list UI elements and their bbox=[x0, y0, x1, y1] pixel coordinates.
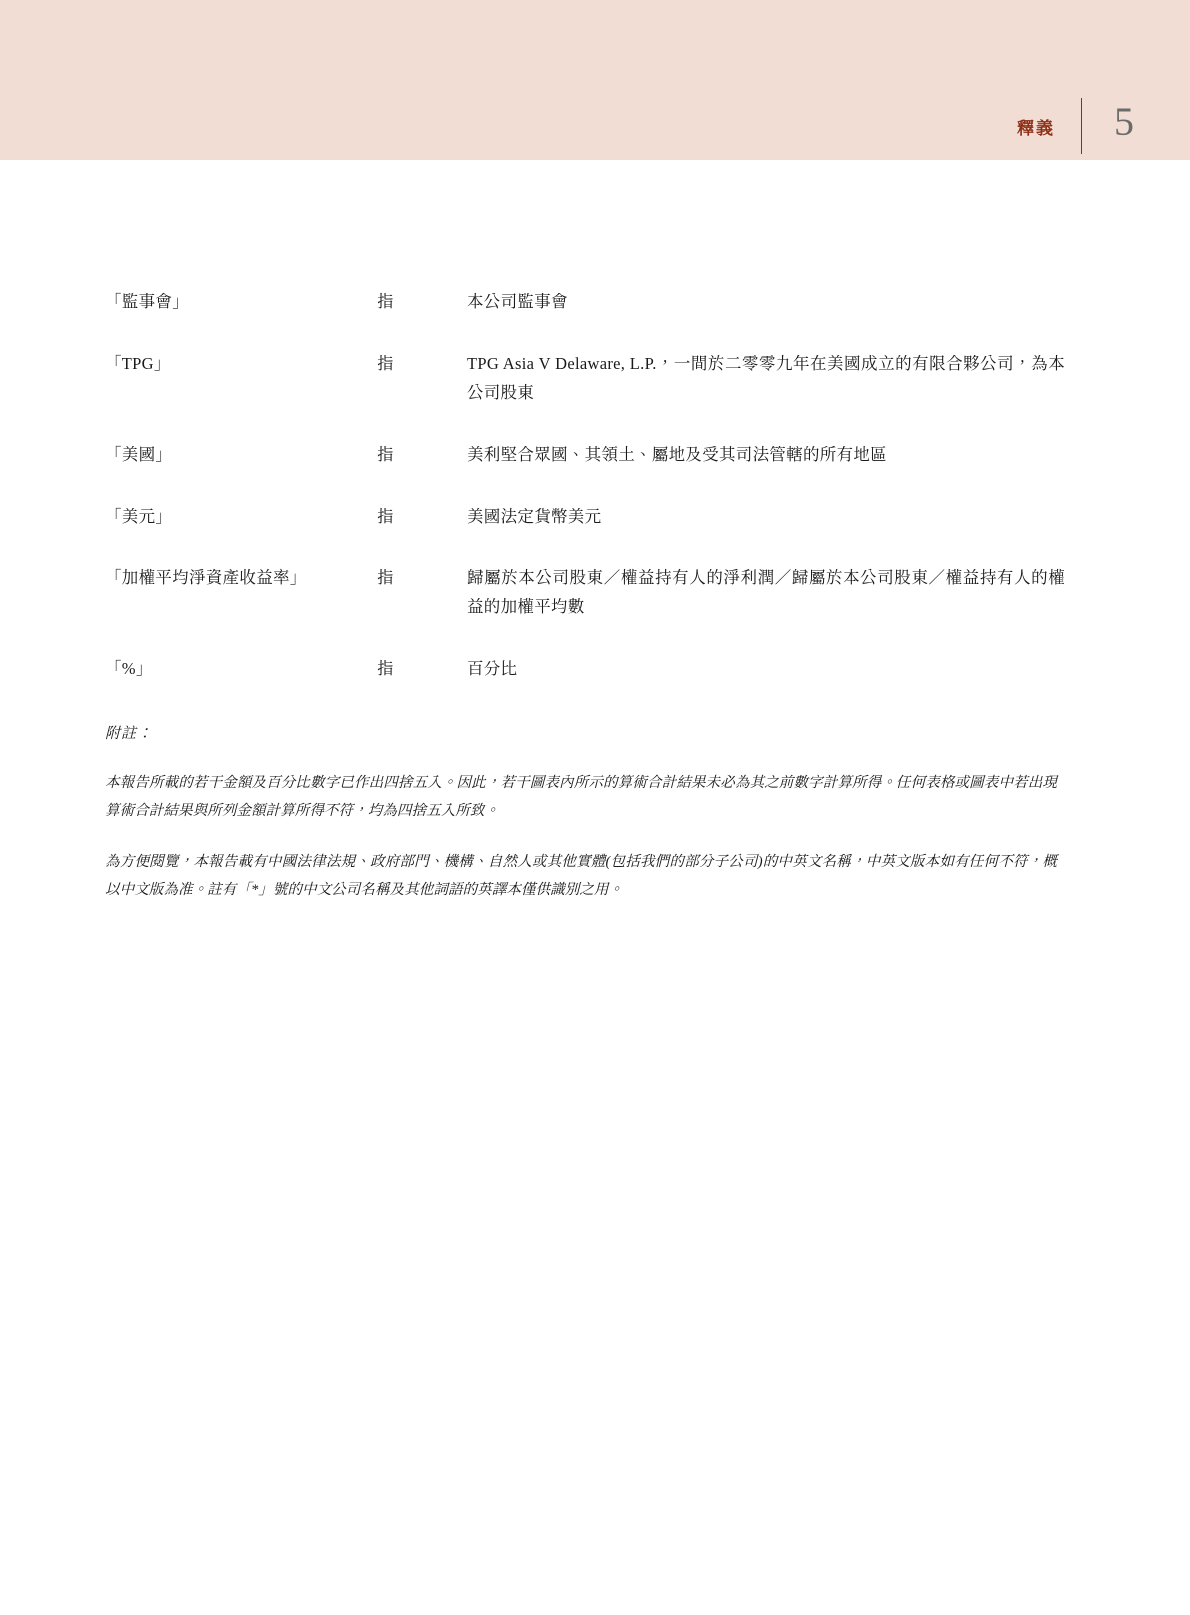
glossary-means: 指 bbox=[377, 568, 394, 588]
glossary-term: 「美元」 bbox=[105, 506, 173, 526]
table-row bbox=[105, 564, 1065, 655]
glossary-term: 「TPG」 bbox=[105, 353, 171, 373]
section-title: 釋義 bbox=[1017, 118, 1055, 138]
note-paragraph: 本報告所載的若干金額及百分比數字已作出四捨五入。因此，若干圖表內所示的算術合計結果未必為其之前數字計算所得。任何表格或圖表中若出現算術合計結果與所列金額計算所得不符，均為四捨五入所致。 bbox=[105, 775, 1057, 820]
page-number: 5 bbox=[1114, 99, 1134, 144]
glossary-means: 指 bbox=[377, 353, 394, 373]
glossary-term: 「監事會」 bbox=[105, 292, 189, 311]
glossary-means: 指 bbox=[377, 292, 394, 311]
glossary-means: 指 bbox=[377, 659, 394, 679]
glossary-term: 「%」 bbox=[105, 659, 153, 679]
glossary-table bbox=[105, 288, 1065, 684]
table-row bbox=[105, 441, 1065, 503]
glossary-term: 「加權平均淨資產收益率」 bbox=[105, 568, 307, 588]
table-row bbox=[105, 655, 1065, 684]
table-row bbox=[105, 503, 1065, 565]
glossary-definition: 本公司監事會 bbox=[467, 292, 568, 311]
header-inner bbox=[1017, 98, 1190, 154]
glossary-means: 指 bbox=[377, 506, 394, 526]
table-row bbox=[105, 288, 1065, 350]
glossary-definition: 歸屬於本公司股東／權益持有人的淨利潤／歸屬於本公司股東／權益持有人的權益的加權平均數 bbox=[467, 568, 1065, 617]
page-content bbox=[105, 288, 1065, 905]
notes-section bbox=[105, 722, 1065, 905]
page-header-band bbox=[0, 0, 1190, 160]
glossary-definition: 美利堅合眾國、其領土、屬地及受其司法管轄的所有地區 bbox=[467, 444, 887, 464]
glossary-definition: TPG Asia V Delaware, L.P.，一間於二零零九年在美國成立的有限合夥公司，為本公司股東 bbox=[467, 353, 1065, 402]
table-row bbox=[105, 350, 1065, 441]
glossary-body bbox=[105, 288, 1065, 684]
glossary-term: 「美國」 bbox=[105, 444, 173, 464]
notes-title: 附註： bbox=[105, 726, 154, 742]
note-paragraph: 為方便閱覽，本報告載有中國法律法規、政府部門、機構、自然人或其他實體(包括我們的部分子公司)的中英文名稱，中英文版本如有任何不符，概以中文版為准。註有「*」號的中文公司名稱及其他詞語的英譯本僅供識別之用。 bbox=[105, 853, 1057, 899]
glossary-definition: 美國法定貨幣美元 bbox=[467, 506, 602, 526]
glossary-means: 指 bbox=[377, 444, 394, 464]
glossary-definition: 百分比 bbox=[467, 659, 518, 679]
